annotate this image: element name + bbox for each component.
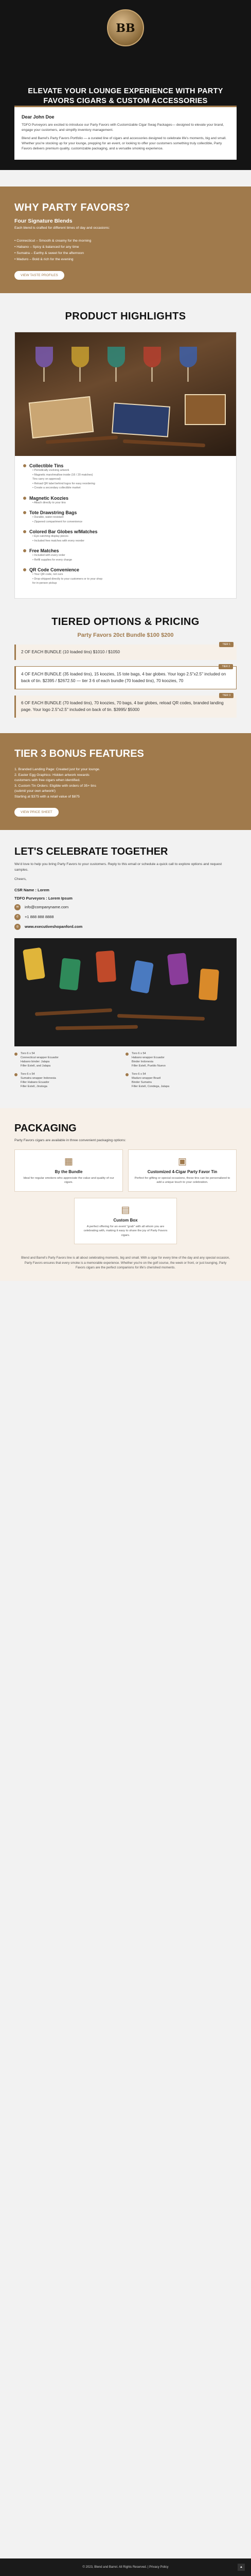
spec-line: Maduro wrapper Brazil [132,1076,161,1080]
cigar [123,439,205,447]
koozie [130,960,154,993]
highlight-line: • Refill supplies for every charge [32,558,73,562]
highlight-line: • Your QR code, not ours [32,573,63,576]
celebrate-body: We'd love to help you bring Party Favors to your customers. Reply to this email or schedule a quick call to explore options and request samples. [14,862,222,872]
letter-paragraph-1: TDFO Purveyors are excited to introduce our Party Favors with Customizable Cigar Swag Packages— designed to elevate your brand, engage your customers, and simplify inventory management. [22,123,224,132]
highlights-list [15,456,236,598]
bullet-icon [23,530,26,533]
highlight-item [23,567,230,586]
koozie-photo [14,938,237,1046]
blend-item: • Connecticut – Smooth & creamy for the morning [14,239,92,243]
bar-globe-blue [180,347,197,367]
cigar-specs [0,1046,251,1093]
email-row [14,904,237,910]
spec-line: Connecticut wrapper Ecuador [21,1056,59,1059]
tier-text: 2 OF EACH BUNDLE (10 loaded tins) $1010 / $1050 [21,649,120,654]
tier3-item: customers with free cigars when identified. [14,778,81,782]
spec-line: Toro 6 x 54 [132,1072,146,1076]
tier3-item: 2. Easter Egg Graphics: Hidden artwork rewards [14,773,89,777]
phone-row [14,914,237,920]
tier-badge: TIER 1 [219,642,234,647]
tier-text: 6 OF EACH BUNDLE (70 loaded tins), 70 koozies, 70 bags, 4 bar globes, reload QR codes, branded landing page. Your logo 2.5"x2.5" included on back of tin. $3995/ $5000 [21,701,224,712]
bar-globe-red [144,347,161,367]
tier-text: 4 OF EACH BUNDLE (35 loaded tins), 15 koozies, 15 tote bags, 4 bar globes. Your logo 2.5"x2.5" included on back of tin. $2395 / $2672.50 — tier 3 6 of each bundle (70 loaded tins), 70 koozies, 70 [21,672,226,683]
highlight-name: Magnetic Koozies [29,495,69,501]
bundle-price: Party Favors 20ct Bundle $100 $200 [77,632,174,638]
hero-title: ELEVATE YOUR LOUNGE EXPERIENCE WITH PARTY FAVORS CIGARS & CUSTOM ACCESSORIES [28,87,223,105]
highlight-name: Tote Drawstring Bags [29,510,77,515]
highlight-line: • Magnetic marshmallow inside (16 / 20 matches) [32,473,93,477]
highlight-line: • Drop-shipped directly to your customers or to your shop [32,577,103,581]
highlight-line: • Zippered compartment for convenience [32,520,83,523]
tier-badge: TIER 3 [219,693,234,698]
why-title: WHY PARTY FAVORS? [14,202,130,213]
packaging-option [74,1198,177,1245]
tier-badge: TIER 2 [219,664,233,669]
spec-line: Habano binder: Jalapa [21,1060,50,1063]
cigar [35,1008,112,1016]
packaging-option-name: By the Bundle [55,1169,83,1174]
tiered-section [0,599,251,718]
tier3-item: (submit your own artwork!) [14,789,56,793]
phone-link[interactable]: +1 888 888 8888 [25,914,54,919]
letter-card-wrap [0,106,251,160]
blend-item: • Sumatra – Earthy & sweet for the afternoon [14,251,84,255]
greeting: Dear John Doe [22,114,55,120]
product-photo [15,332,236,456]
spec-line: Toro 6 x 54 [132,1052,146,1055]
packaging-option [128,1149,237,1192]
koozie [96,950,116,982]
closing-paragraph: Blend and Barrel's Party Favors line is all about celebrating moments, big and small. With a cigar for every time of the day and any special occasion, Party Favors ensures that every smoke is a memorable experience. Whether you're on the golf course, the week or front, or just lounging, Party Favors cigars are the perfect companions for life's cherished moments. [21,1256,230,1269]
cigar-box [185,394,226,425]
cigar-spec [126,1052,237,1068]
koozie [199,968,219,1000]
packaging-option [14,1149,123,1192]
highlight-item [23,463,230,490]
tier-card [14,642,237,660]
cigar-spec [14,1052,126,1068]
spec-line: Filler Estelí, Condega, Jalapa [132,1084,170,1088]
bar-globe-gold [71,347,89,367]
back-to-top-button[interactable]: ▲ [238,2564,245,2571]
spec-line: Filler Estelí, Pueblo Nuevo [132,1064,166,1067]
highlights-card [14,332,237,599]
bar-globe-purple [35,347,53,367]
cigar [117,1014,205,1021]
logo-monogram: BB [116,22,135,35]
blend-item: • Habano – Spicy & balanced for any time [14,245,79,249]
highlight-item [23,510,230,524]
tier3-list [14,767,237,800]
tier-card [14,696,237,718]
celebrate-section [0,830,251,930]
bullet-icon [126,1073,129,1076]
tiered-title: TIERED OPTIONS & PRICING [51,616,200,628]
company-name: TDFO Purveyors : Lorem Ipsum [14,895,73,901]
cigar-spec [14,1072,126,1089]
why-section [0,187,251,293]
highlight-line: • Durable, water-resistant [32,516,64,519]
highlight-line: for in-person pickup [32,582,57,585]
bullet-icon [23,464,26,467]
bullet-icon [23,549,26,552]
why-subtitle: Four Signature Blends [14,218,73,224]
tier3-bonus-section [0,733,251,830]
brand-logo [107,9,144,46]
blend-list [14,238,237,263]
highlight-line: • Included free matches with every reorder [32,539,85,543]
highlight-line: • Reload QR label behind logos for easy reordering [32,482,95,485]
celebrate-title: LET'S CELEBRATE TOGETHER [14,846,168,857]
cigar-spec [126,1072,237,1089]
rep-name: CSR Name : Lorem [14,887,49,892]
highlight-item [23,529,230,543]
packaging-options-row [14,1149,237,1192]
cigar [46,435,118,444]
contact-block [14,888,237,930]
tier3-item: 3. Custom Tin Orders: Eligible with orders of 35+ tins [14,784,96,788]
email-icon: ✉ [14,904,21,910]
blend-item: • Maduro – Bold & rich for the evening [14,258,74,261]
highlight-item [23,496,230,505]
highlight-line: • Included with every order [32,554,65,557]
tier-card [14,666,237,689]
spec-line: Filler Estelí, Jinotega [21,1084,47,1088]
spec-line: Sumatra wrapper Indonesia [21,1076,56,1080]
koozie [167,953,189,985]
tin-icon: ▣ [177,1156,187,1166]
cigar-tin [112,402,170,437]
highlight-line: • Attach directly to your tins [32,501,66,504]
highlight-item [23,548,230,562]
bar-globe-teal [107,347,125,367]
bundle-icon: ▦ [64,1156,73,1166]
highlight-line: • Eye-catching display pieces [32,535,68,538]
packaging-option-desc: Ideal for regular smokers who appreciate the value and quality of our cigars. [23,1176,114,1184]
packaging-option-name: Customized 4-Cigar Party Favor Tin [147,1169,218,1174]
tier3-item: Starting at $375 with a retail value of $875 [14,794,80,799]
spec-line: Filler Estelí, and Jalapa [21,1064,51,1067]
letter-card [14,106,237,160]
packaging-section [0,1108,251,1281]
highlight-line: • Periodically evolving artwork [32,469,69,472]
bullet-icon [14,1073,17,1076]
bullet-icon [23,511,26,514]
koozie [23,947,45,980]
koozie [59,958,81,990]
spec-line: Filler Habano Ecuador [21,1080,49,1084]
why-intro: Each blend is crafted for different times of day and occasions: [14,226,110,230]
packaging-option-desc: Perfect for gifting or special occasions, these tins can be personalized to add a unique touch to your celebration. [134,1176,230,1184]
spec-line: Habano wrapper Ecuador [132,1056,165,1059]
packaging-option-desc: A perfect offering for an event "grab" with all whom you are celebrating with, making it easy to share the joy of Party Favors cigars. [83,1225,168,1237]
spec-line: Toro 6 x 54 [21,1072,35,1076]
highlight-name: QR Code Convenience [29,567,80,572]
packaging-intro: Party Favors cigars are available in three convenient packaging options: [14,1138,126,1142]
email-link[interactable]: info@companyname.com [25,905,69,909]
globe-icon: ◎ [14,924,21,930]
letter-paragraph-2: Blend and Barrel's Party Favors Portfolio — a curated line of cigars and accessories designed to celebrate life's moments, big and small. Whether you're stocking up for your lounge, prepping for an event, or looking to offer your customers something truly collectible, Party Favors delivers premium quality, customizable packaging, and a versatile smoking experience. [22,137,226,150]
highlight-line: Tins carry on approval) [32,478,61,481]
footer [0,2558,251,2576]
highlight-name: Colored Bar Globes w/Matches [29,529,98,534]
bullet-icon [14,1053,17,1056]
packaging-option-name: Custom Box [113,1217,138,1223]
highlights-title: PRODUCT HIGHLIGHTS [65,311,186,322]
signoff: Cheers, [14,877,27,881]
box-icon: ▤ [121,1204,130,1215]
spec-line: Binder Sumatra [132,1080,152,1084]
highlight-name: Collectible Tins [29,463,64,468]
view-price-sheet-button[interactable]: VIEW PRICE SHEET [14,808,59,817]
spec-line: Binder Indonesia [132,1060,153,1063]
highlights-section [0,293,251,599]
bullet-icon [23,568,26,571]
highlight-line: • Create a secondary collectible market [32,486,81,489]
tier3-title: TIER 3 BONUS FEATURES [14,748,144,759]
spec-line: Toro 6 x 54 [21,1052,35,1055]
packaging-title: PACKAGING [14,1122,77,1134]
view-taste-profiles-button[interactable]: VIEW TASTE PROFILES [14,271,64,280]
bullet-icon [23,497,26,500]
footer-text: © 2023, Blend and Barrel. All Rights Reserved. | Privacy Policy [82,2566,169,2569]
phone-icon: ✆ [14,914,21,920]
tier3-item: 1. Branded Landing Page: Created just for your lounge. [14,768,100,771]
cigar [56,1025,138,1030]
website-row [14,924,237,930]
website-link[interactable]: www.executiveshopanford.com [25,924,83,929]
highlight-name: Free Matches [29,548,59,553]
bullet-icon [126,1053,129,1056]
cigar-tin [29,396,94,438]
